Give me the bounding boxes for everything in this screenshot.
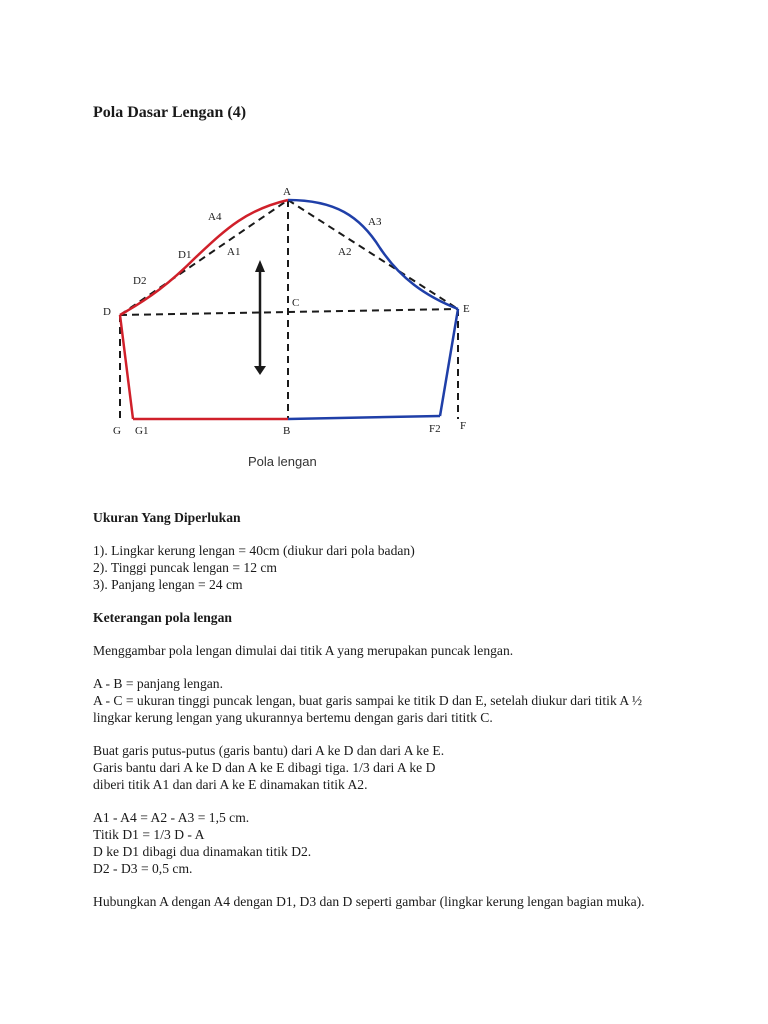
paragraph-line: D ke D1 dibagi dua dinamakan titik D2. [93, 844, 312, 859]
paragraph [93, 742, 683, 793]
measurement-item: 1). Lingkar kerung lengan = 40cm (diukur dari pola badan) [93, 543, 415, 558]
point-label-b: B [283, 425, 291, 437]
point-label-e: E [463, 303, 470, 315]
paragraph-line: diberi titik A1 dan dari A ke E dinamakan titik A2. [93, 777, 368, 792]
paragraph-line: Garis bantu dari A ke D dan A ke E dibagi tiga. 1/3 dari A ke D [93, 760, 436, 775]
measurement-list [93, 542, 683, 593]
figure-caption: Pola lengan [248, 454, 317, 469]
paragraph-line: A - B = panjang lengan. [93, 676, 223, 691]
point-label-a2: A2 [338, 246, 352, 258]
paragraph-line: D2 - D3 = 0,5 cm. [93, 861, 193, 876]
sleeve-pattern-figure [95, 178, 490, 478]
point-label-a1: A1 [227, 246, 241, 258]
point-label-g1: G1 [135, 425, 149, 437]
front-side-line [120, 315, 133, 419]
paragraph-line: Buat garis putus-putus (garis bantu) dari A ke D dan dari A ke E. [93, 743, 445, 758]
paragraph [93, 675, 683, 726]
point-label-g: G [113, 425, 121, 437]
back-side-line [440, 309, 458, 416]
sleeve-pattern-diagram [95, 178, 490, 478]
document-body [93, 509, 683, 926]
point-label-d: D [103, 306, 111, 318]
measurement-item: 3). Panjang lengan = 24 cm [93, 577, 243, 592]
paragraph [93, 809, 683, 877]
paragraph-line: A - C = ukuran tinggi puncak lengan, buat garis sampai ke titik D dan E, setelah diukur dari titik A ½ lingkar kerung lengan yang ukurannya bertemu dengan garis dari tititk C. [93, 693, 643, 725]
paragraph: Hubungkan A dengan A4 dengan D1, D3 dan D seperti gambar (lingkar kerung lengan bagian muka). [93, 894, 645, 909]
paragraph: Menggambar pola lengan dimulai dai titik A yang merupakan puncak lengan. [93, 643, 514, 658]
section-heading-measurements: Ukuran Yang Diperlukan [93, 510, 241, 525]
paragraph-line: Titik D1 = 1/3 D - A [93, 827, 205, 842]
point-label-d1: D1 [178, 249, 192, 261]
paragraph-line: A1 - A4 = A2 - A3 = 1,5 cm. [93, 810, 250, 825]
point-label-f2: F2 [429, 423, 441, 435]
point-label-a4: A4 [208, 211, 222, 223]
point-label-a3: A3 [368, 216, 382, 228]
measurement-item: 2). Tinggi puncak lengan = 12 cm [93, 560, 277, 575]
page-title: Pola Dasar Lengan (4) [93, 104, 247, 121]
point-label-c: C [292, 297, 300, 309]
grainline-arrow [254, 260, 266, 375]
guide-line-a-d [120, 200, 288, 315]
back-hem-line [288, 416, 440, 419]
front-outline [120, 200, 288, 419]
point-label-a: A [283, 186, 291, 198]
point-label-d2: D2 [133, 275, 147, 287]
point-label-f: F [460, 420, 467, 432]
section-heading-description: Keterangan pola lengan [93, 610, 232, 625]
